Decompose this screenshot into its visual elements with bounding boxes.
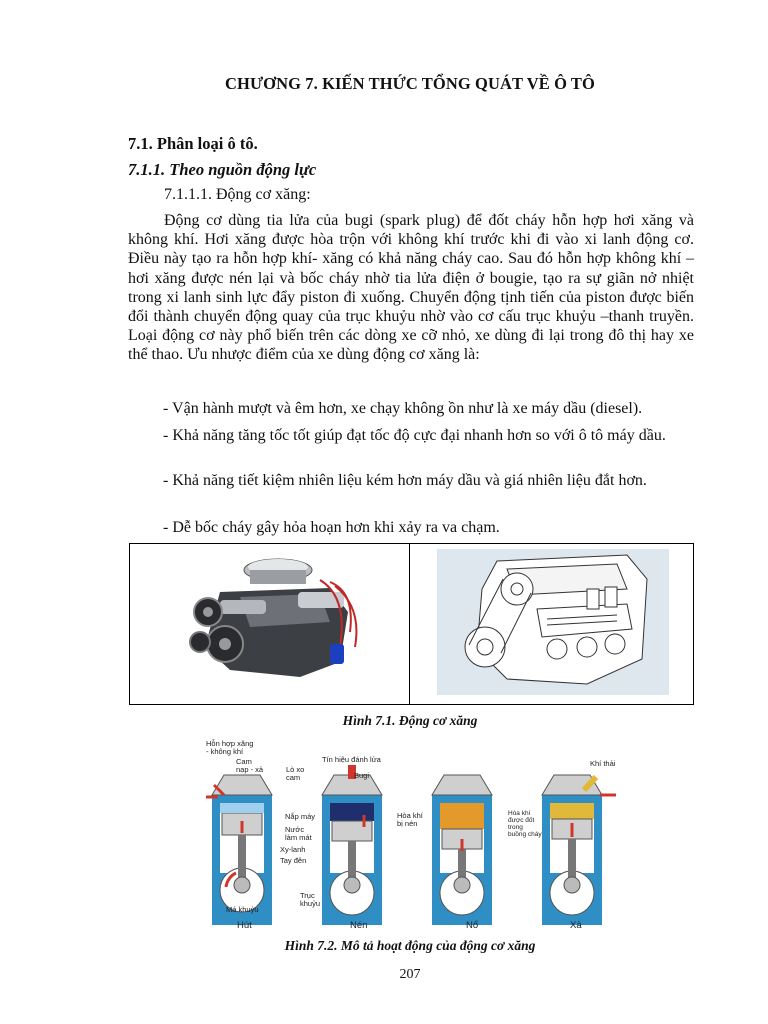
label-exhaust: Khí thải xyxy=(590,759,616,768)
label-cylinder: Xy-lanh xyxy=(280,845,306,854)
figure-2-caption: Hình 7.2. Mô tả hoạt động của động cơ xăng xyxy=(284,938,536,953)
label-spring: Lò xo cam xyxy=(286,765,305,782)
page-number: 207 xyxy=(399,967,421,982)
engine-diagram xyxy=(437,549,669,695)
chapter-title: CHƯƠNG 7. KIẾN THỨC TỔNG QUÁT VỀ Ô TÔ xyxy=(225,74,595,93)
bullet-item: - Dễ bốc cháy gây hỏa hoạn hơn khi xảy ra va chạm. xyxy=(163,519,500,536)
phase-compression: Nén xyxy=(350,920,368,931)
phase-intake: Hút xyxy=(237,920,252,931)
section-heading: 7.1. Phân loại ô tô. xyxy=(128,134,258,153)
figure-1-divider xyxy=(409,543,410,705)
subsubsection-heading: 7.1.1.1. Động cơ xăng: xyxy=(164,186,311,203)
label-burn: Hòa khí được đốt trong buồng cháy xyxy=(508,810,542,838)
subsection-heading: 7.1.1. Theo nguồn động lực xyxy=(128,160,317,179)
label-coolant: Nước làm mát xyxy=(285,825,312,842)
bullet-item: - Vận hành mượt và êm hơn, xe chạy không ồn như là xe máy dầu (diesel). xyxy=(163,400,643,417)
label-signal: Tín hiệu đánh lửa xyxy=(322,755,381,764)
figure-1-caption: Hình 7.1. Động cơ xăng xyxy=(342,713,478,728)
label-cam: Cam nạp - xả xyxy=(236,757,264,774)
phase-power: Nổ xyxy=(466,920,479,931)
label-compressed: Hòa khí bị nén xyxy=(397,811,423,828)
label-rod: Tay đên xyxy=(280,856,307,865)
phase-exhaust: Xả xyxy=(570,920,582,931)
label-head: Nắp máy xyxy=(285,812,316,821)
bullet-item: - Khả năng tăng tốc tốt giúp đạt tốc độ cực đại nhanh hơn so với ô tô máy dầu. xyxy=(163,427,666,444)
body-paragraph: Động cơ dùng tia lửa của bugi (spark plug) để đốt cháy hỗn hợp hơi xăng và không khí. Hơi xăng được hòa trộn với không khí trước khi đi vào xi lanh động cơ. Điều này tạo ra hỗn hợp khí- xăng có khả năng cháy cao. Sau đó hỗn hợp không khí – hơi xăng được nén lại và bốc cháy nhờ tia lửa điện ở bougie, tạo ra sự giãn nở nhiệt trong xi lanh sinh lực đẩy piston đi xuống. Chuyển động tịnh tiến của piston được biến đổi thành chuyển động quay của trục khuỷu nhờ vào cơ cấu trục khuỷu –thanh truyền. Loại động cơ này phổ biến trên các dòng xe cỡ nhỏ, xe dùng đi lại trong đô thị hay xe thể thao. Ưu nhược điểm của xe dùng động cơ xăng là: xyxy=(128,212,694,364)
label-crankshaft: Trục khuỷu xyxy=(300,891,321,908)
bullet-item: - Khả năng tiết kiệm nhiên liệu kém hơn máy dầu và giá nhiên liệu đắt hơn. xyxy=(163,472,647,489)
label-crankarm: Má khuỷu xyxy=(226,905,259,914)
label-spark: Bugi xyxy=(354,771,370,780)
label-mixture: Hỗn hợp xăng - không khí xyxy=(206,739,254,756)
engine-photo xyxy=(180,552,370,687)
